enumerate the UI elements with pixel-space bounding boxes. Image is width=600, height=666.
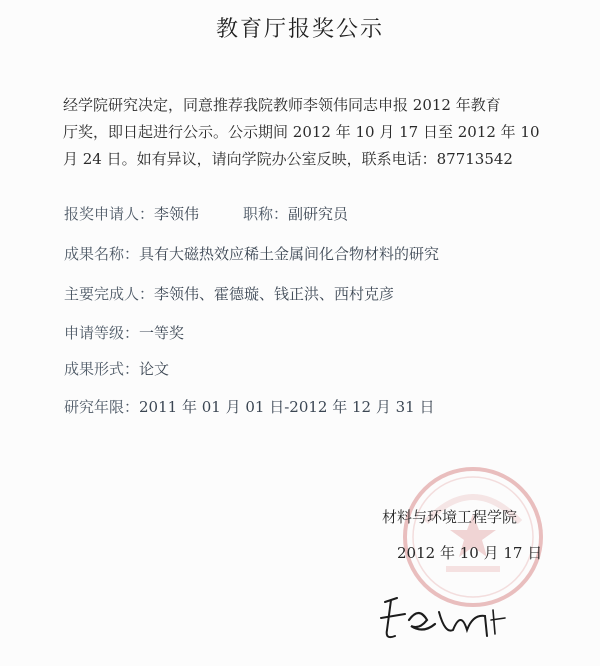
achievement-row (64, 243, 439, 264)
paragraph-line-3: 月 24 日。如有异议，请向学院办公室反映，联系电话：87713542 (63, 150, 513, 168)
signing-organization: 材料与环境工程学院 (382, 508, 518, 526)
contributors-label: 主要完成人： (64, 285, 155, 303)
paragraph-line-1: 经学院研究决定，同意推荐我院教师李领伟同志申报 2012 年教育 (63, 96, 501, 114)
form-row (64, 358, 169, 379)
applicant-value: 李领伟 (154, 205, 200, 223)
contributors-row (64, 283, 394, 304)
job-title-label: 职称： (243, 205, 289, 223)
level-value: 一等奖 (139, 324, 185, 342)
handwritten-signature (375, 590, 525, 650)
contributors-value: 李领伟、霍德璇、钱正洪、西村克彦 (154, 285, 395, 303)
period-value: 2011 年 01 月 01 日-2012 年 12 月 31 日 (139, 398, 435, 416)
announcement-paragraph (63, 92, 563, 173)
document-title: 教育厅报奖公示 (215, 17, 384, 42)
level-label: 申请等级： (64, 324, 140, 342)
period-label: 研究年限： (64, 398, 140, 416)
form-label: 成果形式： (64, 360, 140, 378)
period-row (64, 396, 434, 417)
applicant-label: 报奖申请人： (64, 205, 155, 223)
achievement-value: 具有大磁热效应稀土金属间化合物材料的研究 (139, 245, 440, 263)
official-seal-stamp (398, 462, 548, 612)
signing-date: 2012 年 10 月 17 日 (397, 544, 543, 562)
applicant-row (64, 203, 348, 224)
paragraph-line-2: 厅奖，即日起进行公示。公示期间 2012 年 10 月 17 日至 2012 年 10 (63, 123, 540, 141)
level-row (64, 322, 184, 343)
achievement-label: 成果名称： (64, 245, 140, 263)
job-title-value: 副研究员 (288, 205, 349, 223)
form-value: 论文 (139, 360, 170, 378)
